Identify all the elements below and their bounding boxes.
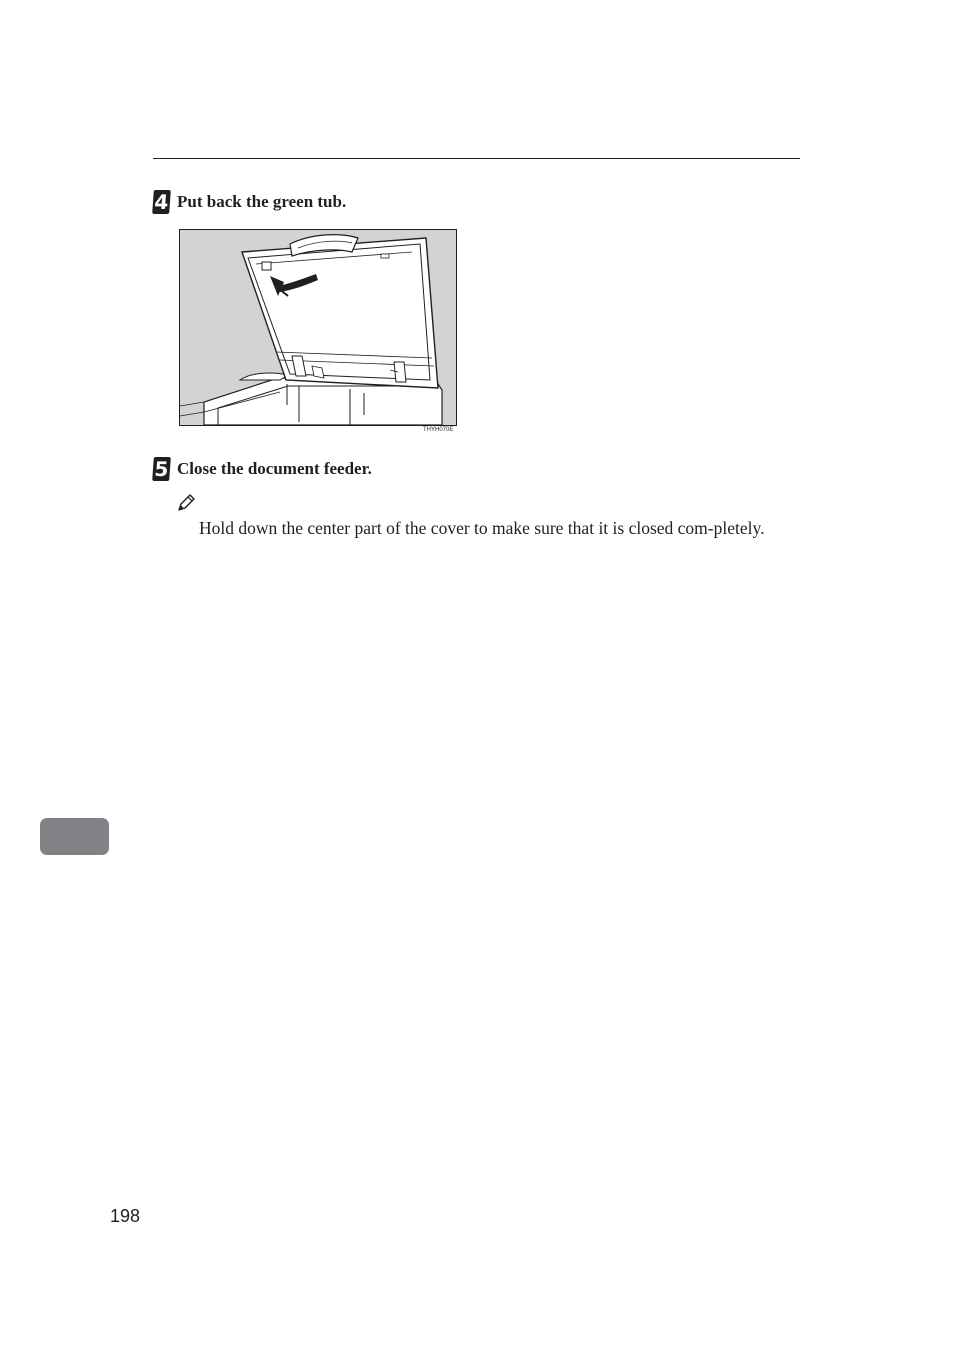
page-number: 198 [110,1206,141,1226]
chapter-tab [40,818,109,855]
document-feeder-illustration [179,229,457,426]
step-4 [153,188,346,216]
step-number-badge: 4 [153,190,170,214]
note-text: Hold down the center part of the cover to make sure that it is closed com-pletely. [199,518,765,538]
step-number-badge: 5 [153,457,170,481]
step-title: Put back the green tub. [177,192,347,211]
step-title: Close the document feeder. [177,459,372,478]
figure-code: THYH070E [423,427,454,433]
header-rule [153,158,800,159]
pencil-note-icon [176,493,196,513]
step-5 [153,455,372,483]
feeder-drawing [180,230,456,425]
